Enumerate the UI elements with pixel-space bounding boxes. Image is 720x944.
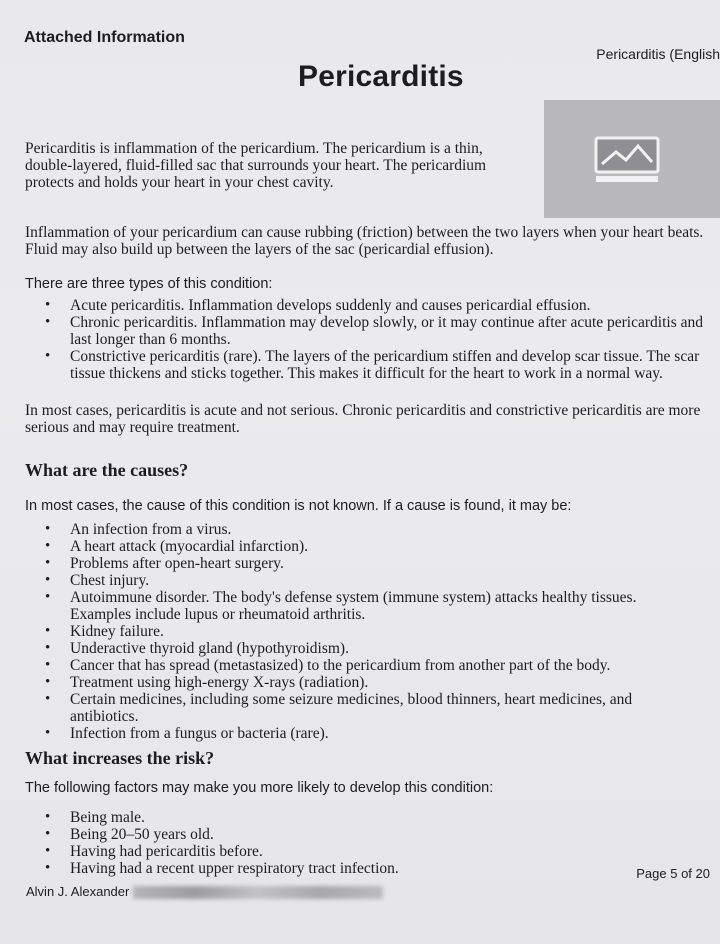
types-summary: In most cases, pericarditis is acute and not serious. Chronic pericarditis and constrictive pericarditis are more serious and may require treatment. [25, 402, 701, 436]
list-item: • Kidney failure. [25, 623, 690, 640]
list-item: • Having had a recent upper respiratory tract infection. [25, 860, 545, 877]
list-item: • Problems after open-heart surgery. [25, 555, 690, 572]
document-header-title: Pericarditis (English [596, 46, 720, 62]
footer-author [26, 884, 383, 899]
list-item: • Being male. [25, 809, 545, 826]
page-title: Pericarditis [298, 60, 464, 93]
causes-list [25, 521, 690, 742]
list-item: • An infection from a virus. [25, 521, 690, 538]
intro-paragraph: Pericarditis is inflammation of the pericardium. The pericardium is a thin, double-layered, fluid-filled sac that surrounds your heart. The pericardium protects and holds your heart in your chest cavity. [25, 140, 487, 191]
list-item: • Certain medicines, including some seizure medicines, blood thinners, heart medicines, and antibiotics. [25, 691, 690, 725]
risk-heading: What increases the risk? [25, 748, 215, 768]
list-item: • Chronic pericarditis. Inflammation may develop slowly, or it may continue after acute pericarditis and last longer than 6 months. [25, 314, 710, 348]
attached-information-label: Attached Information [24, 29, 185, 46]
list-item: • Infection from a fungus or bacteria (rare). [25, 725, 690, 742]
page-number: Page 5 of 20 [636, 866, 710, 881]
list-item: • Being 20–50 years old. [25, 826, 545, 843]
list-item: • A heart attack (myocardial infarction). [25, 538, 690, 555]
list-item: • Underactive thyroid gland (hypothyroidism). [25, 640, 690, 657]
types-list [25, 297, 710, 382]
risk-list [25, 809, 545, 877]
causes-lead: In most cases, the cause of this condition is not known. If a cause is found, it may be: [25, 498, 572, 514]
image-placeholder [544, 100, 720, 218]
list-item: • Cancer that has spread (metastasized) to the pericardium from another part of the body. [25, 657, 690, 674]
list-item: • Chest injury. [25, 572, 690, 589]
causes-heading: What are the causes? [25, 460, 189, 480]
list-item: • Constrictive pericarditis (rare). The layers of the pericardium stiffen and develop scar tissue. The scar tissue thickens and sticks together. This makes it difficult for the heart to work in a normal way. [25, 348, 710, 382]
risk-lead: The following factors may make you more likely to develop this condition: [25, 780, 494, 796]
list-item: • Treatment using high-energy X-rays (radiation). [25, 674, 690, 691]
list-item: • Having had pericarditis before. [25, 843, 545, 860]
author-name: Alvin J. Alexander [26, 884, 130, 899]
inflammation-paragraph: Inflammation of your pericardium can cause rubbing (friction) between the two layers when your heart beats. Fluid may also build up between the layers of the sac (pericardial effusion). [25, 224, 704, 258]
image-placeholder-icon [594, 134, 662, 186]
types-lead: There are three types of this condition: [25, 276, 273, 292]
redacted-block [133, 886, 383, 899]
list-item: • Autoimmune disorder. The body's defense system (immune system) attacks healthy tissues. Examples include lupus or rheumatoid arthritis. [25, 589, 690, 623]
list-item: • Acute pericarditis. Inflammation develops suddenly and causes pericardial effusion. [25, 297, 710, 314]
